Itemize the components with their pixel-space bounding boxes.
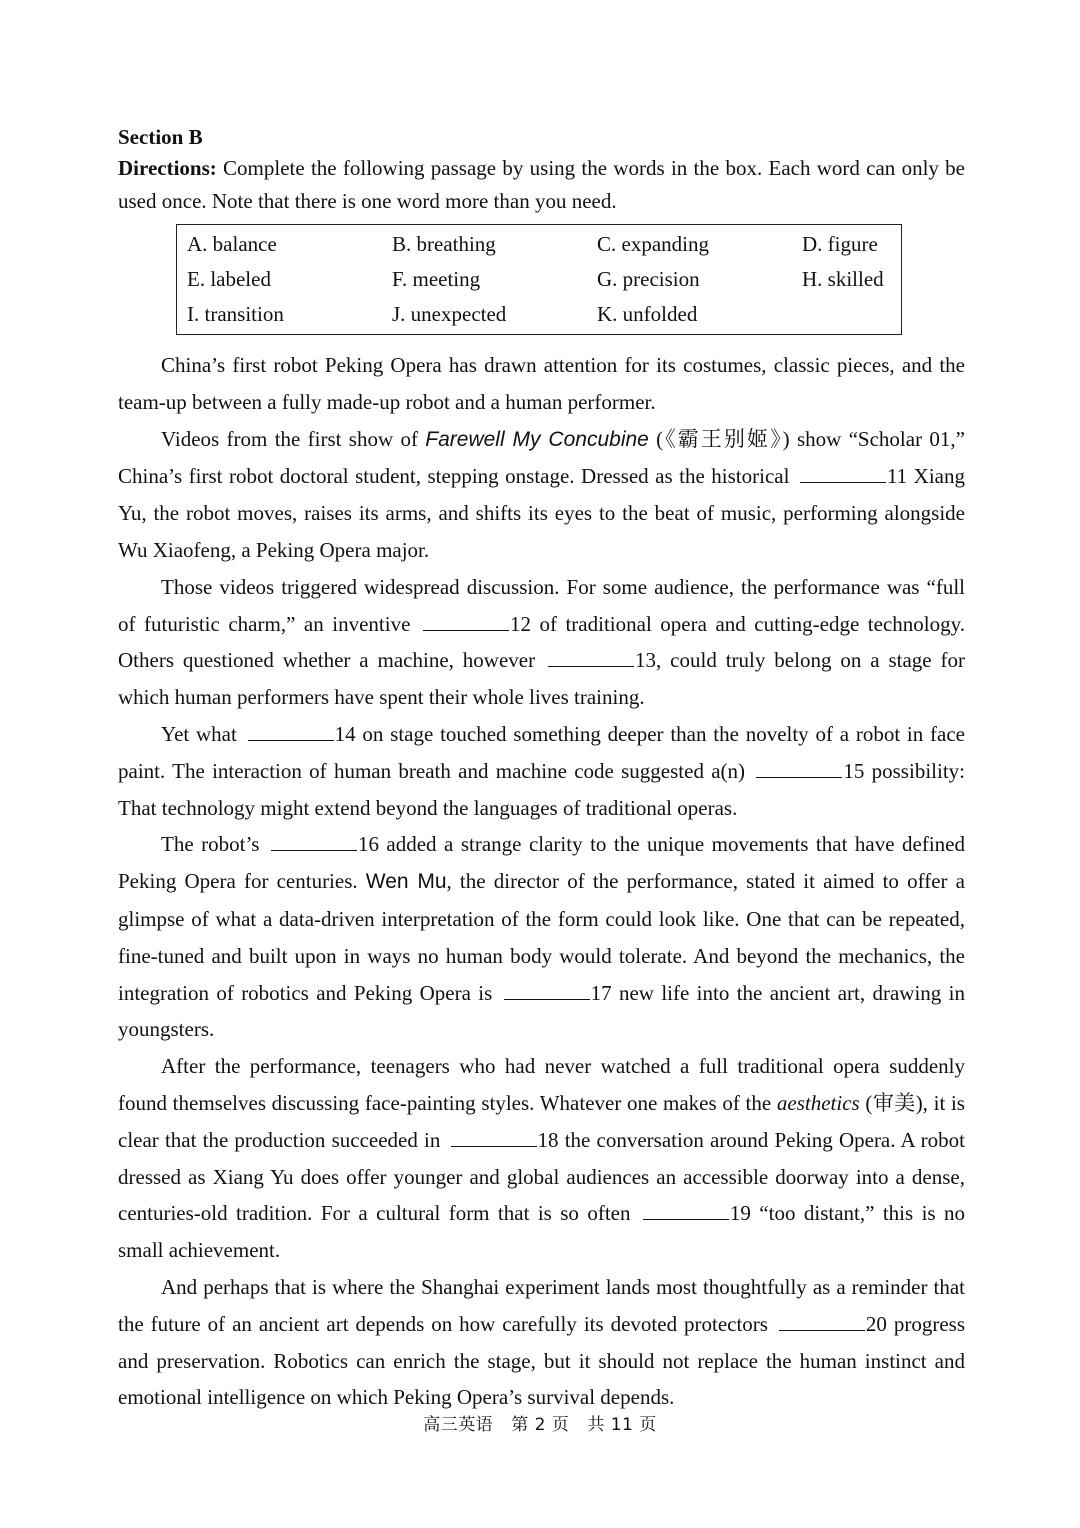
page-footer	[0, 1410, 1080, 1435]
blank-number: 18	[537, 1127, 559, 1152]
term-aesthetics: aesthetics	[776, 1090, 860, 1115]
text-run: (《霸王别姬》) show “Scholar 01,” China’s first robot doctoral student, stepping onstage. Dressed as the historical	[118, 426, 965, 489]
paragraph-2	[118, 421, 965, 569]
answer-blank[interactable]	[548, 647, 634, 667]
word-option: I. transition	[187, 302, 284, 326]
paragraph-6	[118, 1048, 965, 1269]
word-option: A. balance	[187, 232, 277, 256]
word-option: K. unfolded	[597, 302, 698, 326]
word-option: E. labeled	[187, 267, 271, 291]
text-run: Xiang Yu, the robot moves, raises its arms, and shifts its eyes to the beat of music, performing alongside Wu Xiaofeng, a Peking Opera major.	[118, 464, 965, 562]
word-option: D. figure	[802, 232, 878, 256]
answer-blank[interactable]	[643, 1200, 729, 1220]
answer-blank[interactable]	[504, 980, 590, 1000]
answer-blank[interactable]	[779, 1311, 865, 1331]
section-title: Section B	[118, 125, 203, 149]
passage	[118, 347, 965, 1416]
text-run: of traditional opera and cutting-edge technology. Others questioned whether a machine, however	[118, 611, 965, 673]
blank-number: 17	[590, 980, 612, 1005]
answer-blank[interactable]	[248, 721, 334, 741]
word-option	[802, 297, 901, 332]
text-run: (审美), it is clear that the production succeeded in	[118, 1090, 965, 1152]
blank-number: 13	[635, 648, 657, 673]
word-option: H. skilled	[802, 267, 884, 291]
blank-number: 14	[334, 721, 356, 746]
paragraph-7	[118, 1269, 965, 1416]
word-option: B. breathing	[392, 232, 496, 256]
paragraph-5	[118, 826, 965, 1048]
answer-blank[interactable]	[423, 611, 509, 631]
text-run: And perhaps that is where the Shanghai experiment lands most thoughtfully as a reminder that the future of an ancient art depends on how carefully its devoted protectors	[118, 1274, 965, 1336]
opera-title: Farewell My Concubine	[425, 427, 649, 451]
paragraph-4	[118, 716, 965, 826]
text-run: progress and preservation. Robotics can enrich the stage, but it should not replace the human instinct and emotional intelligence on which Peking Opera’s survival depends.	[118, 1311, 965, 1410]
word-option: C. expanding	[597, 232, 709, 256]
text-run: , the director of the performance, stated it aimed to offer a glimpse of what a data-driven interpretation of the form could look like. One that can be repeated, fine-tuned and built upon in ways no human body would tolerate. And beyond the mechanics, the integration of robotics and Peking Opera is	[118, 869, 965, 1005]
text-run: on stage touched something deeper than the novelty of a robot in face paint. The interaction of human breath and machine code suggested a(n)	[118, 721, 965, 783]
paragraph-1: China’s first robot Peking Opera has drawn attention for its costumes, classic pieces, and the team-up between a fully made-up robot and a human performer.	[118, 353, 965, 414]
blank-number: 12	[509, 611, 531, 636]
directions-label: Directions:	[118, 156, 217, 180]
word-box	[176, 224, 902, 335]
answer-blank[interactable]	[800, 463, 886, 483]
blank-number: 19	[729, 1201, 751, 1226]
word-row	[187, 297, 901, 332]
answer-blank[interactable]	[451, 1127, 537, 1147]
word-row	[187, 262, 901, 297]
footer-page-number: 第 2 页	[511, 1415, 570, 1435]
answer-blank[interactable]	[756, 758, 842, 778]
answer-blank[interactable]	[271, 831, 357, 851]
text-run: The robot’s	[161, 832, 267, 857]
directions	[118, 152, 965, 218]
directions-text: Complete the following passage by using the words in the box. Each word can only be used once. Note that there is one word more than you need.	[118, 156, 965, 213]
text-run: Videos from the first show of	[161, 426, 426, 451]
text-run: added a strange clarity to the unique movements that have defined Peking Opera for centuries.	[118, 832, 965, 894]
text-run: , could truly belong on a stage for which human performers have spent their whole lives training.	[118, 648, 965, 710]
paragraph-3	[118, 569, 965, 716]
word-option: F. meeting	[392, 267, 481, 291]
text-run: the conversation around Peking Opera. A robot dressed as Xiang Yu does offer younger and global audiences an accessible doorway into a dense, centuries-old tradition. For a cultural form that is so often	[118, 1127, 966, 1226]
word-option: G. precision	[597, 267, 700, 291]
word-row	[187, 227, 901, 262]
footer-subject: 高三英语	[423, 1415, 494, 1435]
word-option: J. unexpected	[392, 302, 507, 326]
footer-total-pages: 共 11 页	[587, 1415, 657, 1435]
blank-number: 15	[843, 758, 865, 783]
text-run: Yet what	[161, 721, 244, 746]
text-run: Those videos triggered widespread discussion. For some audience, the performance was “full of futuristic charm,” an inventive	[118, 574, 965, 636]
word-table	[187, 227, 901, 332]
exam-page	[118, 122, 965, 1416]
director-name: Wen Mu	[365, 870, 447, 894]
blank-number: 16	[357, 832, 379, 857]
text-run: possibility: That technology might extend beyond the languages of traditional operas.	[118, 758, 965, 820]
blank-number: 11	[886, 464, 908, 489]
text-run: After the performance, teenagers who had never watched a full traditional opera suddenly found themselves discussing face-painting styles. Whatever one makes of the	[118, 1054, 965, 1115]
text-run: “too distant,” this is no small achievement.	[118, 1201, 966, 1263]
text-run: new life into the ancient art, drawing in youngsters.	[118, 980, 965, 1042]
blank-number: 20	[865, 1311, 887, 1336]
